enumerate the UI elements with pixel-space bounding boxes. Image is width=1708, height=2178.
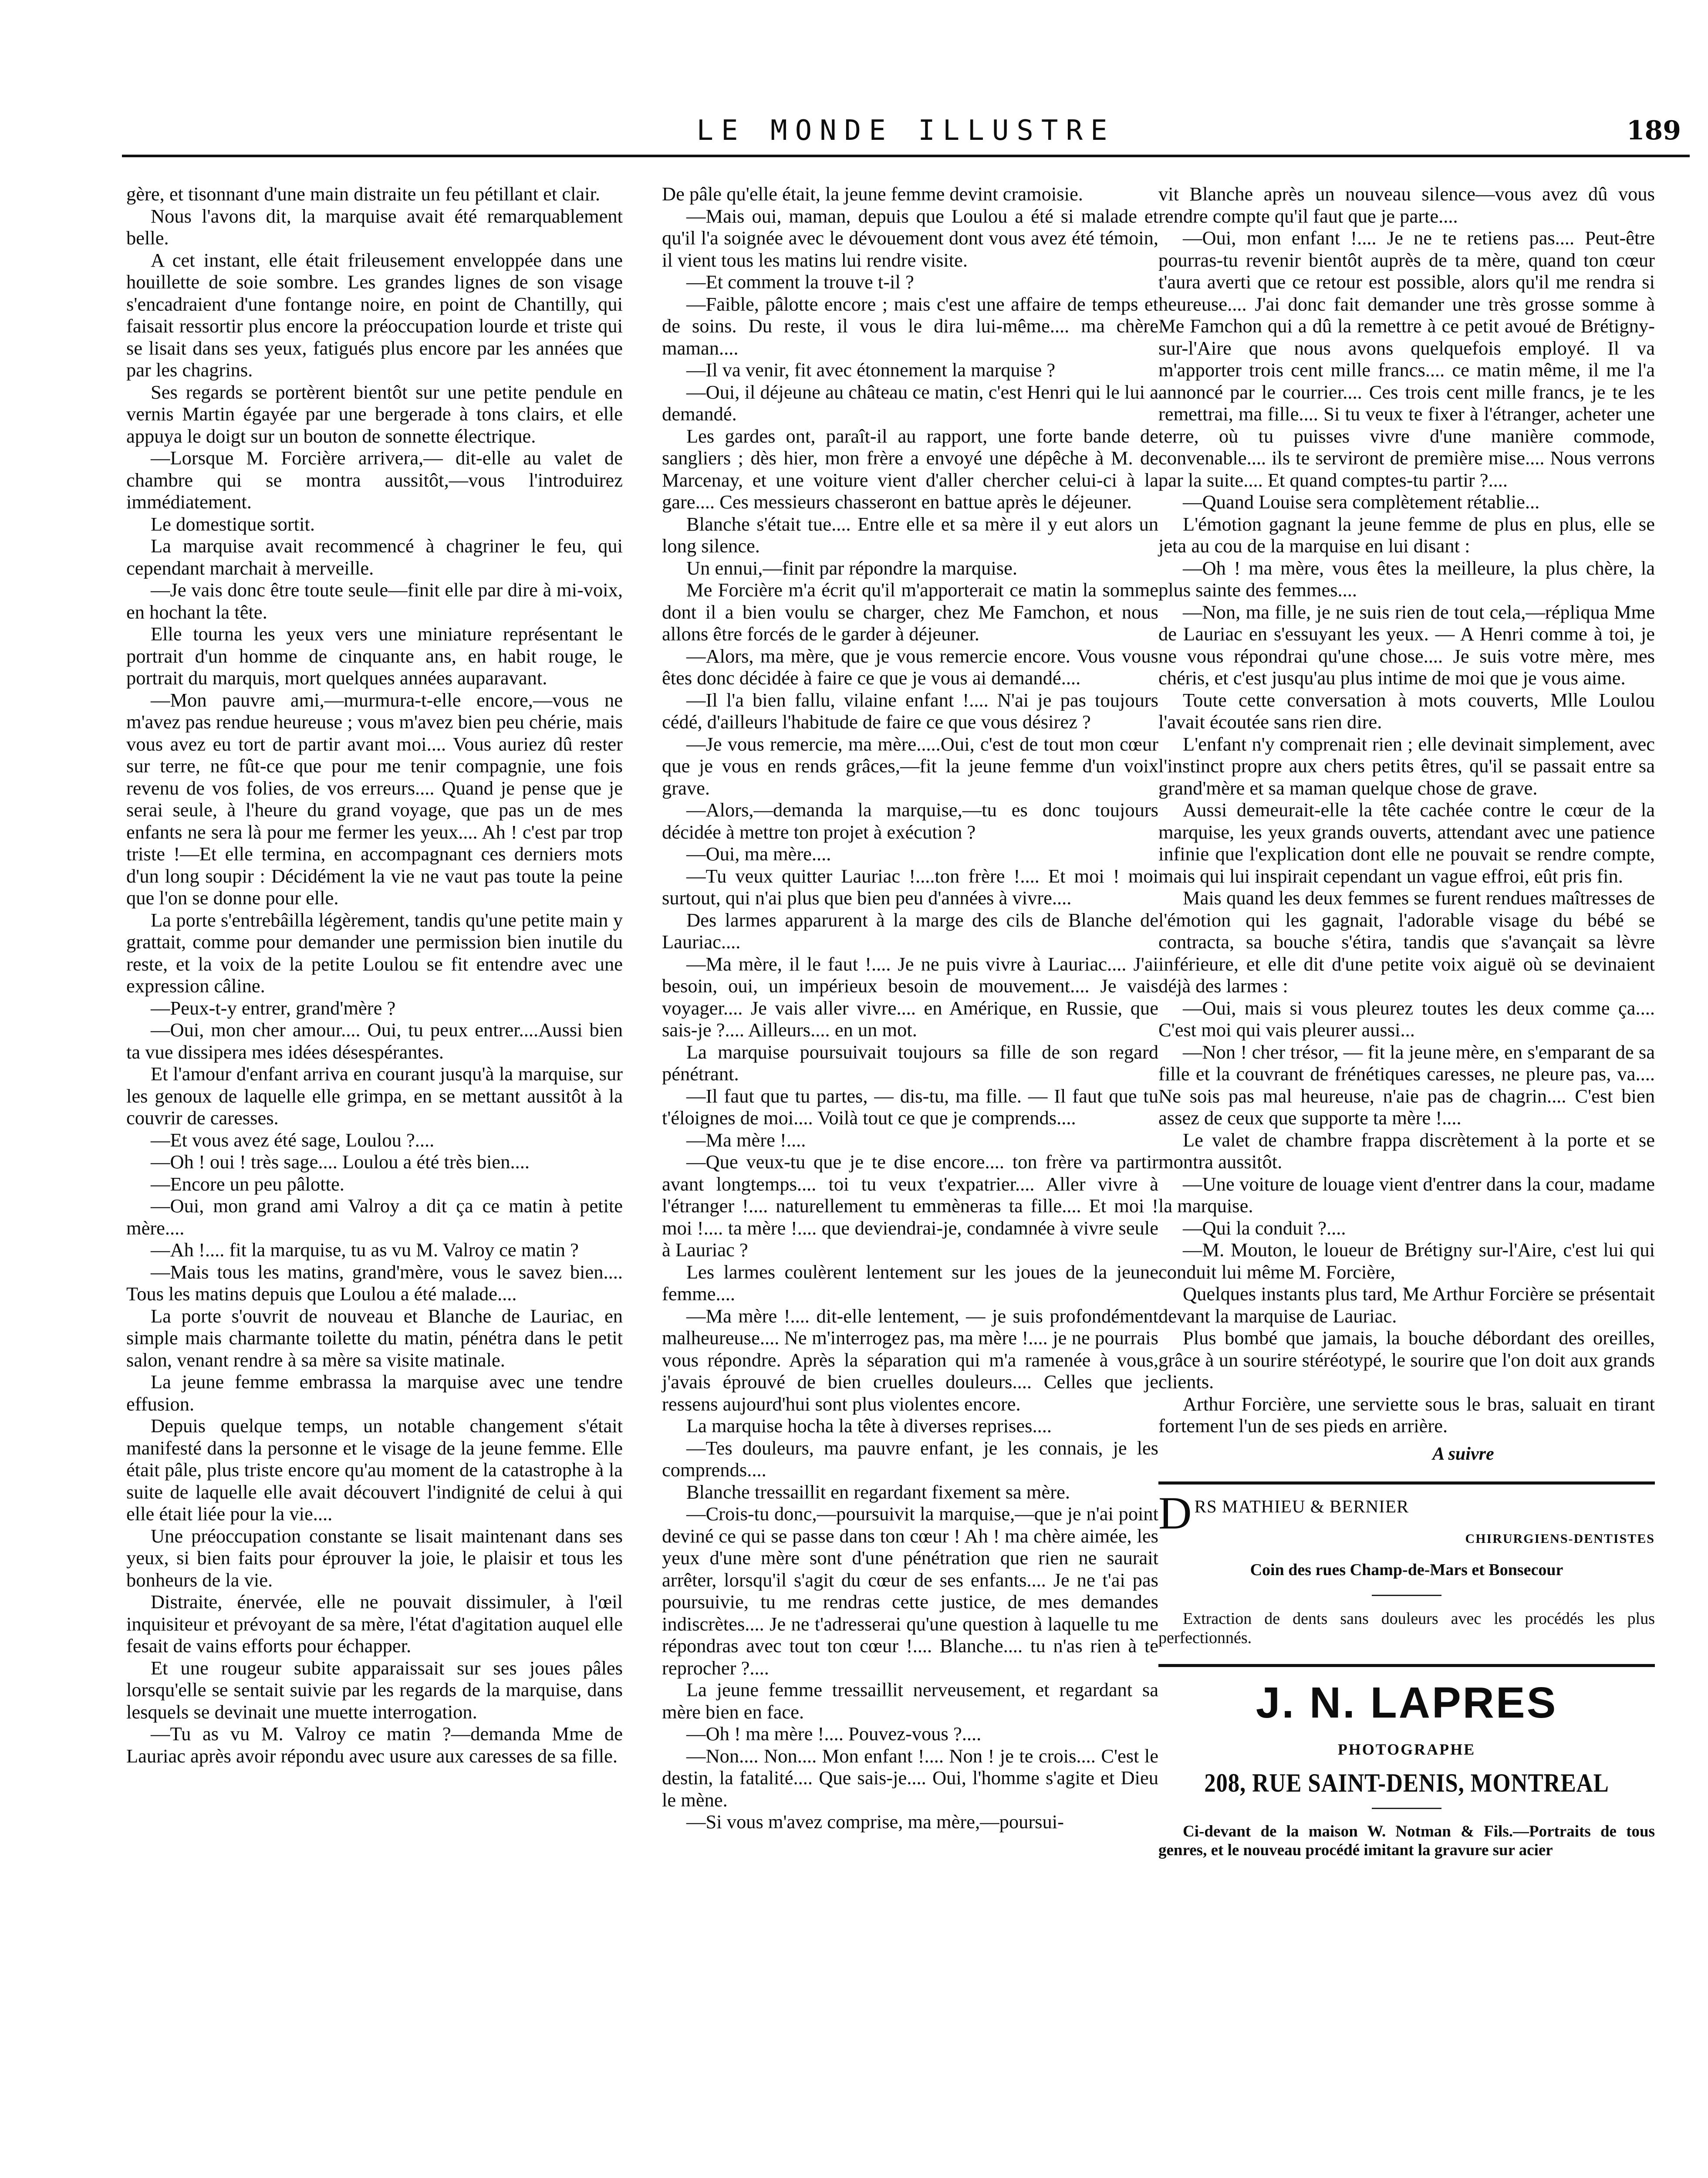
photographer-title: PHOTOGRAPHE	[1337, 1741, 1476, 1758]
article-paragraph: —Mais tous les matins, grand'mère, vous le savez bien.... Tous les matins depuis que Loulou a été malade....	[126, 1261, 623, 1305]
article-paragraph: Mais quand les deux femmes se furent rendues maîtresses de l'émotion qui les gagnait, l'adorable visage du bébé se contracta, sa bouche s'étira, tandis que s'avançait sa lèvre inférieure, et elle dit d'une petite voix aiguë où se devinaient déjà des larmes :	[1158, 887, 1655, 997]
dentist-description: Extraction de dents sans douleurs avec les procédés les plus perfectionnés.	[1158, 1610, 1655, 1647]
article-paragraph: —Que veux-tu que je te dise encore.... ton frère va partir avant longtemps.... toi tu veux t'expatrier.... Aller vivre à l'étranger !.... naturellement tu emmèneras ta fille.... Et moi ! moi !.... ta mère !.... que deviendrai-je, condamnée à vivre seule à Lauriac ?	[662, 1151, 1158, 1261]
article-paragraph: —Alors,—demanda la marquise,—tu es donc toujours décidée à mettre ton projet à exécution ?	[662, 799, 1158, 843]
article-paragraph: —Oui, il déjeune au château ce matin, c'est Henri qui le lui a demandé.	[662, 381, 1158, 425]
column-3-article	[1158, 183, 1655, 1437]
article-paragraph: —Ah !.... fit la marquise, tu as vu M. Valroy ce matin ?	[151, 1239, 579, 1261]
article-paragraph: —Une voiture de louage vient d'entrer dans la cour, madame la marquise.	[1158, 1173, 1655, 1217]
article-paragraph: Quelques instants plus tard, Me Arthur Forcière se présentait devant la marquise de Lauriac.	[1158, 1283, 1655, 1327]
article-paragraph: gère, et tisonnant d'une main distraite un feu pétillant et clair.	[126, 183, 601, 205]
article-paragraph: —Oui, mais si vous pleurez toutes les deux comme ça.... C'est moi qui vais pleurer aussi...	[1158, 997, 1655, 1041]
article-paragraph: La marquise avait recommencé à chagriner le feu, qui cependant marchait à merveille.	[126, 535, 623, 579]
article-paragraph: La jeune femme embrassa la marquise avec une tendre effusion.	[126, 1371, 623, 1415]
article-paragraph: La porte s'entrebâilla légèrement, tandis qu'une petite main y grattait, comme pour demander une permission bien inutile du reste, et la voix de la petite Loulou se fit entendre avec une expression câline.	[126, 909, 623, 997]
article-paragraph: —Mais oui, maman, depuis que Loulou a été si malade et qu'il l'a soignée avec le dévouement dont vous avez été témoin, il vient tous les matins lui rendre visite.	[662, 205, 1158, 271]
article-paragraph: La jeune femme tressaillit nerveusement, et regardant sa mère bien en face.	[662, 1679, 1158, 1723]
article-paragraph: Une préoccupation constante se lisait maintenant dans ses yeux, si bien faits pour éprouver la joie, le plaisir et tous les bonheurs de la vie.	[126, 1525, 623, 1591]
article-paragraph: —Tu as vu M. Valroy ce matin ?—demanda Mme de Lauriac après avoir répondu avec usure aux caresses de sa fille.	[126, 1723, 623, 1767]
article-paragraph: A cet instant, elle était frileusement enveloppée dans une houillette de soie sombre. Les grandes lignes de son visage s'encadraient d'une fontange noire, en point de Chantilly, qui faisait ressortir plus encore la préoccupation lourde et triste qui se lisait dans ses yeux, fatigués plus encore par les années que par les chagrins.	[126, 249, 623, 381]
article-paragraph: Les larmes coulèrent lentement sur les joues de la jeune femme....	[662, 1261, 1158, 1305]
article-paragraph: —Non.... Non.... Mon enfant !.... Non ! je te crois.... C'est le destin, la fatalité.... Que sais-je.... Oui, l'homme s'agite et Dieu le mène.	[662, 1745, 1158, 1811]
page-header	[122, 111, 1690, 168]
article-paragraph: Me Forcière m'a écrit qu'il m'apporterait ce matin la somme dont il a bien voulu se charger, chez Me Famchon, et nous allons être forcés de le garder à déjeuner.	[662, 579, 1158, 645]
article-paragraph: —Tu veux quitter Lauriac !....ton frère !.... Et moi ! moi surtout, qui n'ai plus que bien peu d'années à vivre....	[662, 865, 1158, 909]
article-paragraph: Depuis quelque temps, un notable changement s'était manifesté dans la personne et le visage de la jeune femme. Elle était pâle, plus triste encore qu'au moment de la catastrophe à la suite de laquelle elle avait découvert l'indignité de celui à qui elle était liée pour la vie....	[126, 1415, 623, 1525]
masthead-title: LE MONDE ILLUSTRE	[696, 115, 1115, 147]
article-paragraph: —Ma mère, il le faut !.... Je ne puis vivre à Lauriac.... J'ai besoin, oui, un impérieux besoin de mouvement.... Je vais voyager.... Je vais aller vivre.... en Amérique, en Russie, que sais-je ?.... Ailleurs.... en un mot.	[662, 953, 1158, 1041]
article-paragraph: —Je vais donc être toute seule—finit elle par dire à mi-voix, en hochant la tête.	[126, 579, 623, 623]
article-paragraph: Et l'amour d'enfant arriva en courant jusqu'à la marquise, sur les genoux de laquelle elle grimpa, en se mettant aussitôt à la couvrir de caresses.	[126, 1063, 623, 1129]
article-paragraph: Des larmes apparurent à la marge des cils de Blanche de Lauriac....	[662, 909, 1158, 953]
article-paragraph: Distraite, énervée, elle ne pouvait dissimuler, à l'œil inquisiteur et prévoyant de sa mère, l'état d'agitation auquel elle fesait de vains efforts pour échapper.	[126, 1591, 623, 1657]
article-paragraph: —Il l'a bien fallu, vilaine enfant !.... N'ai je pas toujours cédé, d'ailleurs l'habitude de faire ce que vous désirez ?	[662, 689, 1158, 733]
article-paragraph: —M. Mouton, le loueur de Brétigny sur-l'Aire, c'est lui qui conduit lui même M. Forcière,	[1158, 1239, 1655, 1283]
article-paragraph: Le domestique sortit.	[151, 513, 315, 535]
article-paragraph: Les gardes ont, paraît-il au rapport, une forte bande de sangliers ; dès hier, mon frère a envoyé une dépêche à M. de Marcenay, et une voiture vient d'aller chercher celui-ci à la gare.... Ces messieurs chasseront en battue après le déjeuner.	[662, 425, 1158, 513]
article-paragraph: —Peux-t-y entrer, grand'mère ?	[151, 997, 396, 1019]
article-paragraph: Le valet de chambre frappa discrètement à la porte et se montra aussitôt.	[1158, 1129, 1655, 1173]
article-paragraph: —Et comment la trouve t-il ?	[686, 271, 914, 293]
article-paragraph: Blanche tressaillit en regardant fixement sa mère.	[686, 1481, 1070, 1503]
page-number: 189	[1626, 115, 1681, 146]
article-paragraph: Aussi demeurait-elle la tête cachée contre le cœur de la marquise, les yeux grands ouverts, attendant avec une patience infinie que l'explication dont elle ne pouvait se rendre compte, mais qui lui inspirait cependant un vague effroi, eût pris fin.	[1158, 799, 1655, 887]
article-paragraph: Toute cette conversation à mots couverts, Mlle Loulou l'avait écoutée sans rien dire.	[1158, 689, 1655, 733]
article-paragraph: —Je vous remercie, ma mère.....Oui, c'est de tout mon cœur que je vous en rends grâces,—fit la jeune femme d'un voix grave.	[662, 733, 1158, 799]
article-paragraph: —Non, ma fille, je ne suis rien de tout cela,—répliqua Mme de Lauriac en s'essuyant les yeux. — A Henri comme à toi, je ne vous répondrai qu'une chose.... Je suis votre mère, mes chéris, et c'est jusqu'au plus intime de moi que je vous aime.	[1158, 601, 1655, 689]
article-paragraph: —Oui, mon enfant !.... Je ne te retiens pas.... Peut-être pourras-tu revenir bientôt auprès de ta mère, quand ton cœur t'aura averti que ce retour est possible, alors qu'il me rendra si heureuse.... J'ai donc fait demander une très grosse somme à Me Famchon qui a dû la remettre à ce petit avoué de Brétigny-sur-l'Aire que nous avons quelquefois employé. Il va m'apporter trois cent mille francs.... ce matin même, il me l'a annoncé par le courrier.... Ces trois cent mille francs, je te les remettrai, ma fille.... Si tu veux te fixer à l'étranger, acheter une terre, où tu puisses vivre d'une manière commode, convenable.... ils te serviront de première mise.... Nous verrons par la suite.... Et quand comptes-tu partir ?....	[1158, 227, 1655, 491]
article-paragraph: La marquise hocha la tête à diverses reprises....	[686, 1415, 1052, 1437]
photographer-advertisement	[1158, 1677, 1655, 1860]
article-paragraph: —Et vous avez été sage, Loulou ?....	[151, 1129, 435, 1151]
dentist-profession: CHIRURGIENS-DENTISTES	[1465, 1532, 1655, 1546]
article-paragraph: Ses regards se portèrent bientôt sur une petite pendule en vernis Martin égayée par une bergerade à tons clairs, et elle appuya le doigt sur un bouton de sonnette électrique.	[126, 381, 623, 447]
text-column-1	[126, 183, 623, 1767]
dentist-address: Coin des rues Champ-de-Mars et Bonsecour	[1250, 1560, 1563, 1579]
article-paragraph: Arthur Forcière, une serviette sous le bras, saluait en tirant fortement l'un de ses pieds en arrière.	[1158, 1393, 1655, 1437]
article-paragraph: Blanche s'était tue.... Entre elle et sa mère il y eut alors un long silence.	[662, 513, 1158, 557]
short-rule	[1372, 1595, 1441, 1596]
text-column-2	[662, 183, 1158, 1833]
article-paragraph: —Tes douleurs, ma pauvre enfant, je les connais, je les comprends....	[662, 1437, 1158, 1481]
article-paragraph: —Si vous m'avez comprise, ma mère,—poursui-	[686, 1811, 1064, 1833]
short-rule	[1372, 1808, 1441, 1809]
article-paragraph: —Oui, ma mère....	[686, 843, 831, 865]
article-paragraph: —Il faut que tu partes, — dis-tu, ma fille. — Il faut que tu t'éloignes de moi.... Voilà tout ce que je comprends....	[662, 1085, 1158, 1129]
article-paragraph: —Ma mère !.... dit-elle lentement, — je suis profondément malheureuse.... Ne m'interrogez pas, ma mère !.... je ne pourrais vous répondre. Après la séparation qui m'a ramenée à vous, j'avais éprouvé de bien cruelles douleurs.... Celles que je ressens aujourd'hui sont plus violentes encore.	[662, 1305, 1158, 1415]
ad-separator-rule	[1158, 1664, 1655, 1667]
article-paragraph: L'enfant n'y comprenait rien ; elle devinait simplement, avec l'instinct propre aux chers petits êtres, qu'il se passait entre sa grand'mère et sa maman quelque chose de grave.	[1158, 733, 1655, 799]
article-paragraph: Elle tourna les yeux vers une miniature représentant le portrait d'un homme de cinquante ans, en habit rouge, le portrait du marquis, mort quelques années auparavant.	[126, 623, 623, 689]
article-paragraph: —Oh ! oui ! très sage.... Loulou a été très bien....	[151, 1151, 530, 1173]
article-paragraph: Plus bombé que jamais, la bouche débordant des oreilles, grâce à un sourire stéréotypé, le sourire que l'on doit aux grands clients.	[1158, 1327, 1655, 1393]
to-be-continued: A suivre	[1432, 1444, 1494, 1464]
ad-separator-rule	[1158, 1481, 1655, 1485]
drop-capital: D	[1158, 1488, 1192, 1539]
article-paragraph: La porte s'ouvrit de nouveau et Blanche de Lauriac, en simple mais charmante toilette du matin, pénétra dans le petit salon, venant rendre à sa mère sa visite matinale.	[126, 1305, 623, 1371]
article-paragraph: vit Blanche après un nouveau silence—vous avez dû vous rendre compte qu'il faut que je parte....	[1158, 183, 1655, 227]
article-paragraph: —Oh ! ma mère, vous êtes la meilleure, la plus chère, la plus sainte des femmes....	[1158, 557, 1655, 601]
dentist-names: RS MATHIEU & BERNIER	[1194, 1496, 1409, 1516]
header-rule	[122, 155, 1690, 157]
photographer-description: Ci-devant de la maison W. Notman & Fils.—Portraits de tous genres, et le nouveau procédé imitant la gravure sur acier	[1158, 1823, 1655, 1859]
article-paragraph: —Oh ! ma mère !.... Pouvez-vous ?....	[686, 1723, 982, 1745]
article-paragraph: Et une rougeur subite apparaissait sur ses joues pâles lorsqu'elle se sentait suivie par les regards de la marquise, dans lesquels se devinait une muette interrogation.	[126, 1657, 623, 1723]
article-paragraph: —Il va venir, fit avec étonnement la marquise ?	[686, 359, 1056, 381]
article-paragraph: —Faible, pâlotte encore ; mais c'est une affaire de temps et de soins. Du reste, il vous le dira lui-même.... ma chère maman....	[662, 293, 1158, 359]
article-paragraph: —Mon pauvre ami,—murmura-t-elle encore,—vous ne m'avez pas rendue heureuse ; vous m'avez bien peu chérie, mais vous avez eu tort de partir avant moi.... Vous auriez dû rester sur terre, ne fût-ce que pour me tenir compagnie, une fois revenu de vos folies, de vos erreurs.... Quand je pense que je serai seule, à l'heure du grand voyage, que pas un de mes enfants ne sera là pour me fermer les yeux.... Ah ! c'est par trop triste !—Et elle termina, en accompagnant ces derniers mots d'un long soupir : Décidément la vie ne vaut pas toute la peine que l'on se donne pour elle.	[126, 689, 623, 909]
article-paragraph: —Non ! cher trésor, — fit la jeune mère, en s'emparant de sa fille et la couvrant de frénétiques caresses, ne pleure pas, va.... Ne sois pas mal heureuse, n'aie pas de chagrin.... C'est bien assez de ceux que supporte ta mère !....	[1158, 1041, 1655, 1129]
article-paragraph: —Qui la conduit ?....	[1183, 1217, 1346, 1239]
article-paragraph: —Quand Louise sera complètement rétablie...	[1183, 491, 1540, 513]
article-paragraph: L'émotion gagnant la jeune femme de plus en plus, elle se jeta au cou de la marquise en lui disant :	[1158, 513, 1655, 557]
article-paragraph: Un ennui,—finit par répondre la marquise.	[686, 557, 1017, 579]
article-paragraph: —Lorsque M. Forcière arrivera,— dit-elle au valet de chambre qui se montra aussitôt,—vous l'introduirez immédiatement.	[126, 447, 623, 513]
article-paragraph: —Oui, mon cher amour.... Oui, tu peux entrer....Aussi bien ta vue dissipera mes idées désespérantes.	[126, 1019, 623, 1063]
article-paragraph: —Encore un peu pâlotte.	[151, 1173, 344, 1195]
article-paragraph: —Alors, ma mère, que je vous remercie encore. Vous vous êtes donc décidée à faire ce que je vous ai demandé....	[662, 645, 1158, 689]
photographer-name: J. N. LAPRES	[1256, 1678, 1558, 1727]
text-column-3	[1158, 183, 1655, 1860]
article-paragraph: —Ma mère !....	[686, 1129, 806, 1151]
photographer-address: 208, RUE SAINT-DENIS, MONTREAL	[1204, 1768, 1609, 1797]
article-paragraph: La marquise poursuivait toujours sa fille de son regard pénétrant.	[662, 1041, 1158, 1085]
article-paragraph: Nous l'avons dit, la marquise avait été remarquablement belle.	[126, 205, 623, 249]
article-paragraph: —Crois-tu donc,—poursuivit la marquise,—que je n'ai point deviné ce qui se passe dans ton cœur ! Ah ! ma chère aimée, les yeux d'une mère sont d'une pénétration que rien ne saurait arrêter, lorsqu'il s'agit du cœur de ses enfants.... Je ne t'ai pas poursuivie, tu me rendras cette justice, de mes demandes indiscrètes.... Je ne t'adresserai qu'une question à laquelle tu me répondras avec tout ton cœur !.... Blanche.... tu n'as rien à te reprocher ?....	[662, 1503, 1158, 1679]
dentist-advertisement	[1158, 1488, 1655, 1647]
article-paragraph: De pâle qu'elle était, la jeune femme devint cramoisie.	[662, 183, 1083, 205]
article-paragraph: —Oui, mon grand ami Valroy a dit ça ce matin à petite mère....	[126, 1195, 623, 1239]
